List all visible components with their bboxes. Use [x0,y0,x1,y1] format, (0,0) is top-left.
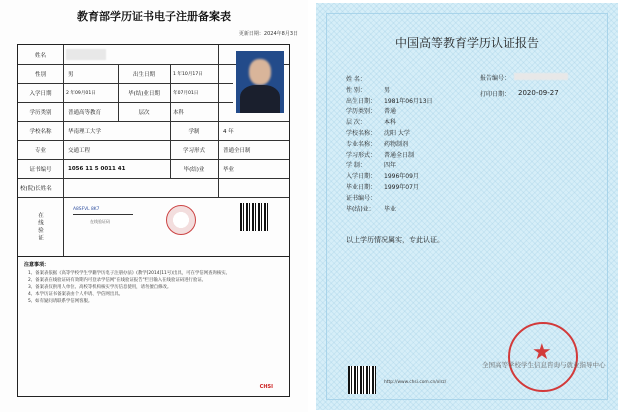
verify-sub: 在线验证码 [90,219,110,224]
level-value: 本科 [173,109,185,116]
report-field-label: 证书编号： [346,194,377,202]
report-field-value: 1999年07月 [384,184,419,191]
graduate-label: 毕(结)业日期 [128,90,160,97]
print-date-label: 打印日期： [480,91,511,98]
report-field-value: 本科 [384,119,397,127]
report-field-value: 1996年09月 [384,173,419,181]
note-item: 4、本学历证书备案表由个人申请、学信网出具。 [28,292,123,297]
note-item: 1、备案表依据《高等学校学生学籍学历电子注册办法》(教学[2014]11号)出具，可在学信网查询核实。 [28,271,231,276]
registration-form-document [0,0,308,412]
report-field-label: 入学日期： [346,173,377,181]
report-field-label: 姓 名： [346,76,366,83]
cert-no-label: 证书编号 [29,166,52,173]
report-field-value: 沈阳 大学 [384,130,410,137]
report-field-label: 毕(结)业： [346,205,375,213]
report-field-label: 学习形式： [346,151,377,159]
verify-url[interactable]: http://www.chsi.com.cn/xlrz/ [384,380,447,385]
enroll-value: 2 年09月01日 [66,90,96,96]
report-field-value: 药物制剂 [384,140,409,148]
report-field-value: 男 [384,86,391,94]
report-field-value: 普通 [384,108,397,116]
birth-value: 1 年10月17日 [173,71,203,77]
verify-code[interactable]: A8SFVL 8K7 [73,205,133,215]
report-field-label: 层 次： [346,119,366,127]
system-value: 4 年 [223,128,234,135]
star-icon: ★ [532,340,552,365]
verify-label: 在线验证 [37,212,43,242]
major-value: 交通工程 [68,147,91,154]
note-item: 5、如有疑问请联系学信网客服。 [28,299,93,304]
report-field-value: 1981年06月13日 [384,97,433,105]
edu-category-value: 普通高等教育 [68,109,102,116]
report-field-label: 毕业日期： [346,184,377,191]
cert-no-value: 1056 11 5 0011 41 [68,165,126,172]
report-field-label: 性 别： [346,86,366,94]
report-field-label: 专业名称： [346,140,377,148]
form-title: 教育部学历证书电子注册备案表 [77,10,231,23]
birth-label: 出生日期 [132,71,155,78]
level-label: 层次 [138,109,150,116]
report-field-value: 普通全日制 [384,151,415,159]
official-seal [508,322,578,392]
report-field-value: 毕业 [384,205,397,213]
report-field-value: 四年 [384,162,397,170]
conclusion-value: 毕业 [223,166,235,173]
report-field-label: 学校名称： [346,130,377,137]
name-value-redacted [66,49,106,60]
note-item: 3、备案表仅供用人单位、高校等机构核实学历信息使用，请勿擅自修改。 [28,285,172,290]
study-form-label: 学习形式 [182,147,205,154]
note-item: 2、备案表在线验证码有效期内可登录学信网"在线验证报告"栏目输入在线验证码进行验证。 [28,278,207,283]
report-field-label: 学 制： [346,162,366,170]
chsi-logo: CHSI [259,384,273,390]
study-form-value: 普通全日制 [223,147,251,154]
enroll-label: 入学日期 [29,90,52,97]
school-label: 学校名称 [29,128,52,135]
print-date-value: 2020-09-27 [518,89,559,97]
qr-code-icon[interactable] [348,366,376,394]
name-label: 姓名 [34,52,46,59]
notes-section [17,257,290,397]
student-photo [236,51,284,113]
major-label: 专业 [34,147,46,154]
gender-value: 男 [68,71,74,78]
report-no-label: 报告编号： [480,75,511,82]
notes-title: 注意事项： [24,262,50,268]
school-value: 华南理工大学 [68,128,102,135]
gender-label: 性别 [34,71,46,78]
chsi-emblem-icon [166,205,196,235]
report-field-label: 出生日期： [346,97,377,105]
update-date: 更新日期：2024年8月3日 [238,31,298,37]
report-no-redacted [514,73,568,80]
statement: 以上学历情况属实，专此认证。 [346,236,444,244]
report-title: 中国高等教育学历认证报告 [394,36,539,50]
graduate-value: 年07月01日 [173,90,199,96]
principal-label: 校(院)长姓名 [20,185,52,192]
stamp-text: 全国高等学校学生信息咨询与就业指导中心 [482,361,606,369]
qr-code-icon[interactable] [240,203,268,231]
edu-category-label: 学历类别 [29,109,52,116]
conclusion-label: 毕(结)业 [183,166,205,173]
system-label: 学制 [188,128,200,135]
report-field-label: 学历类别： [346,108,377,116]
